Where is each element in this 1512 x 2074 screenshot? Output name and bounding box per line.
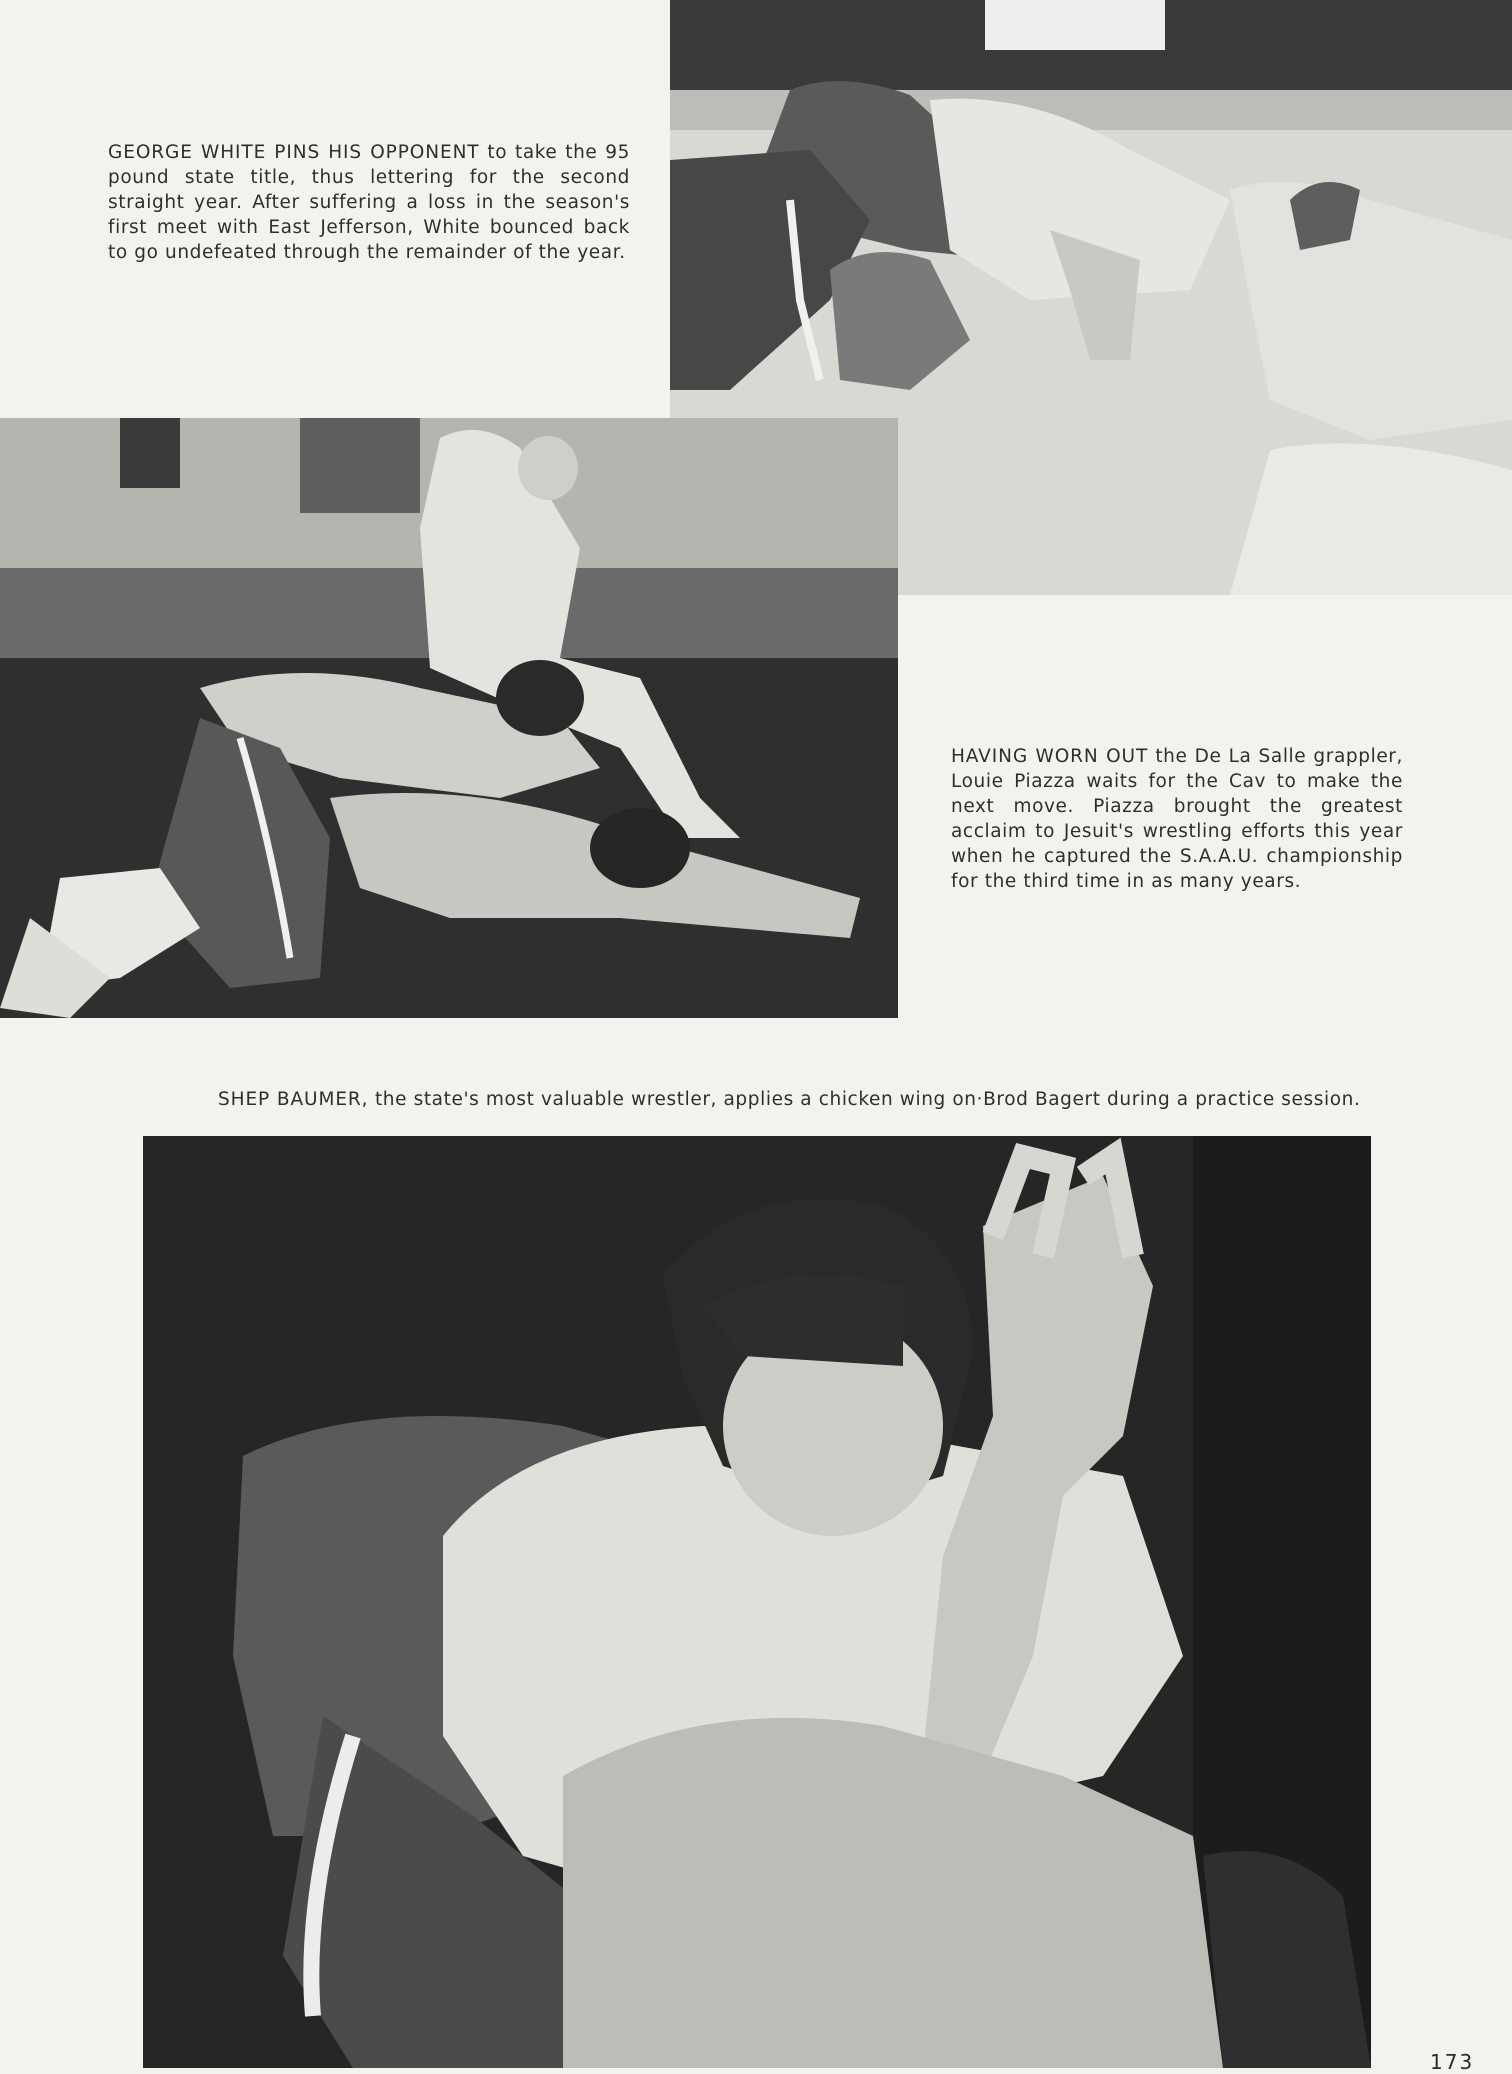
- photo-baumer: [143, 1136, 1371, 2068]
- caption-body: the De La Salle grappler, Louie Piazza waits for the Cav to make the next move. Piazza brought the greatest acclaim to Jesuit's wrestling efforts this year when he captured the S.A.A.U. championship for the third time in as many years.: [951, 746, 1403, 892]
- caption-shep-baumer: [218, 1087, 1361, 1112]
- page-number: 173: [1430, 2050, 1475, 2074]
- caption-body: to take the 95 pound state title, thus lettering for the second straight year. After suffering a loss in the season's first meet with East Jefferson, White bounced back to go undefeated through the remainder of the year.: [108, 142, 630, 263]
- caption-lead: SHEP BAUMER,: [218, 1089, 369, 1110]
- caption-louie-piazza: [951, 744, 1403, 894]
- caption-lead: HAVING WORN OUT: [951, 746, 1149, 767]
- photo-piazza: [0, 418, 898, 1018]
- caption-body: the state's most valuable wrestler, applies a chicken wing on·Brod Bagert during a practice session.: [368, 1089, 1361, 1110]
- caption-george-white: [108, 140, 630, 265]
- caption-lead: GEORGE WHITE PINS HIS OPPONENT: [108, 142, 480, 163]
